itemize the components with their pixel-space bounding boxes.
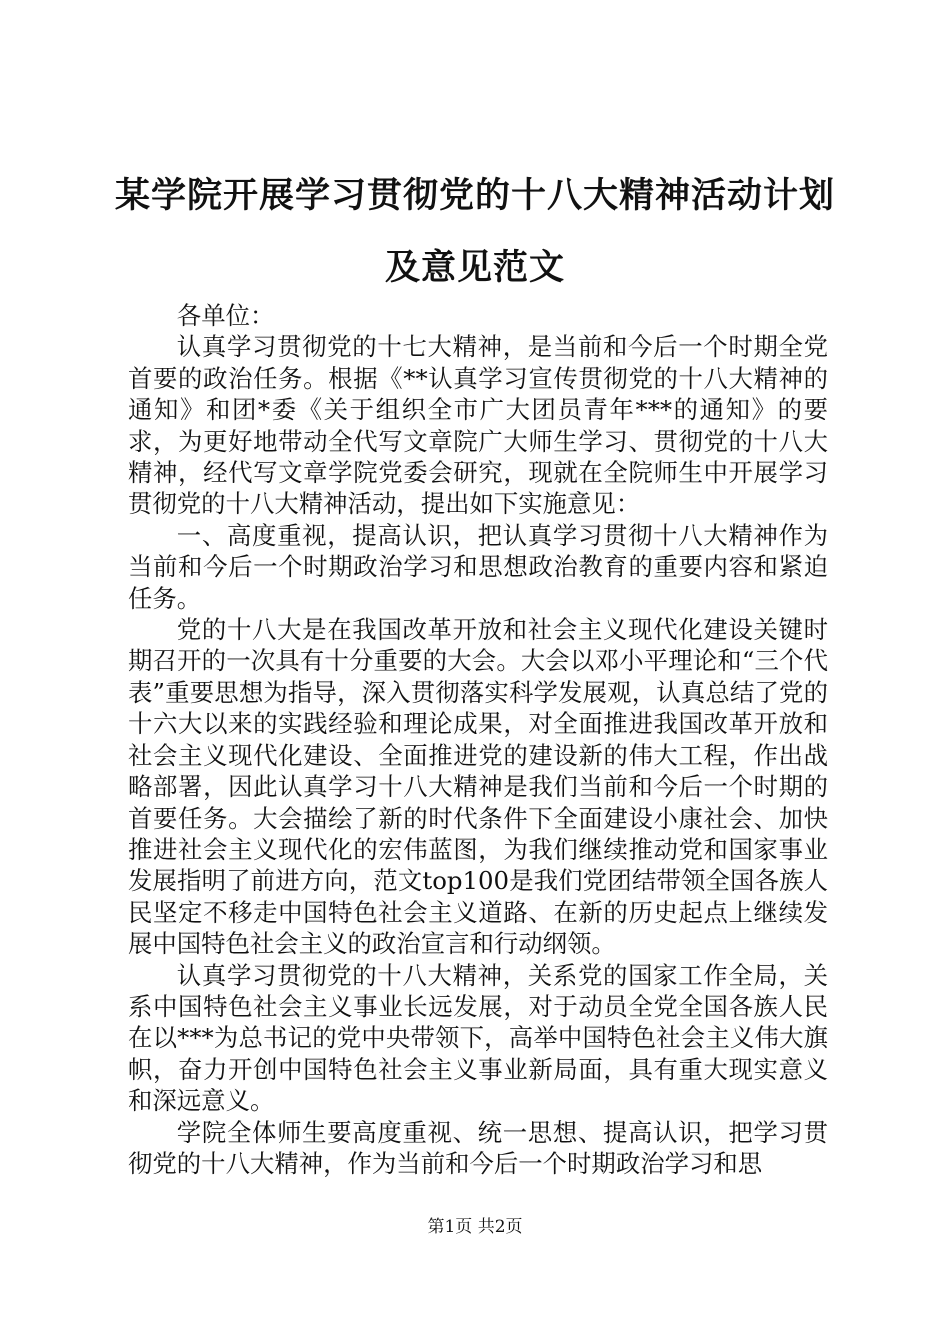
paragraph-3: 党的十八大是在我国改革开放和社会主义现代化建设关键时期召开的一次具有十分重要的大会。大会以邓小平理论和“三个代表”重要思想为指导，深入贯彻落实科学发展观，认真总结了党的十六大以来的实践经验和理论成果，对全面推进我国改革开放和社会主义现代化建设、全面推进党的建设新的伟大工程，作出战略部署，因此认真学习十八大精神是我们当前和今后一个时期的首要任务。大会描绘了新的时代条件下全面建设小康社会、加快推进社会主义现代化的宏伟蓝图，为我们继续推动党和国家事业发展指明了前进方向，范文top100是我们党团结带领全国各族人民坚定不移走中国特色社会主义道路、在新的历史起点上继续发展中国特色社会主义的政治宣言和行动纲领。	[128, 615, 828, 959]
paragraph-2: 一、高度重视，提高认识，把认真学习贯彻十八大精神作为当前和今后一个时期政治学习和思想政治教育的重要内容和紧迫任务。	[128, 520, 828, 613]
title-line-1: 某学院开展学习贯彻党的十八大精神活动计划	[114, 176, 835, 216]
document-body	[128, 300, 828, 1179]
title-line-2: 及意见范文	[384, 248, 565, 288]
salutation: 各单位：	[176, 301, 275, 330]
document-title	[100, 160, 850, 304]
paragraph-1: 认真学习贯彻党的十七大精神，是当前和今后一个时期全党首要的政治任务。根据《**认真学习宣传贯彻党的十八大精神的通知》和团*委《关于组织全市广大团员青年***的通知》的要求，为更好地带动全代写文章院广大师生学习、贯彻党的十八大精神，经代写文章学院党委会研究，现就在全院师生中开展学习贯彻党的十八大精神活动，提出如下实施意见：	[128, 332, 828, 519]
paragraph-5: 学院全体师生要高度重视、统一思想、提高认识，把学习贯彻党的十八大精神，作为当前和今后一个时期政治学习和思	[128, 1117, 828, 1178]
page-footer: 第1页 共2页	[427, 1217, 523, 1237]
paragraph-4: 认真学习贯彻党的十八大精神，关系党的国家工作全局，关系中国特色社会主义事业长远发展，对于动员全党全国各族人民在以***为总书记的党中央带领下，高举中国特色社会主义伟大旗帜，奋力开创中国特色社会主义事业新局面，具有重大现实意义和深远意义。	[128, 960, 828, 1116]
